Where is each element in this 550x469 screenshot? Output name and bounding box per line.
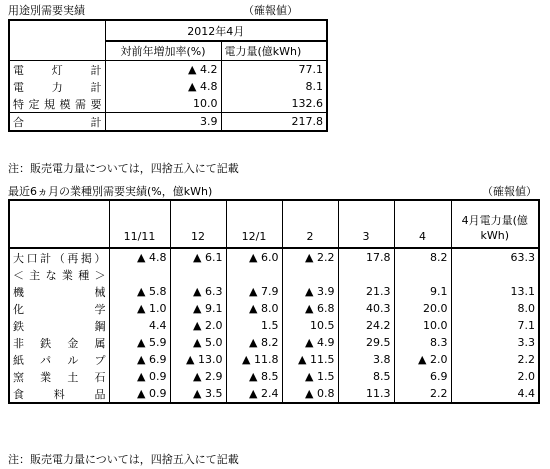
value-cell: 3.3: [451, 334, 539, 351]
section1-status: （確報値）: [243, 4, 298, 17]
row-label: 電灯計: [13, 63, 102, 77]
section2-title: 最近6ヵ月の業種別需要実績(%，億kWh): [8, 185, 213, 198]
month-header: 2: [282, 200, 338, 248]
month-header: 4: [394, 200, 451, 248]
value-cell: ▲ 8.5: [226, 368, 282, 385]
table-row: [9, 368, 539, 385]
value-cell: 8.3: [394, 334, 451, 351]
usage-demand-table: [8, 19, 328, 132]
value-cell: ▲ 4.9: [282, 334, 338, 351]
yoy-cell: ▲ 4.2: [105, 61, 221, 79]
value-cell: ▲ 2.0: [170, 317, 226, 334]
value-cell: ▲ 13.0: [170, 351, 226, 368]
yoy-cell: 3.9: [105, 113, 221, 132]
table-row: [9, 266, 539, 283]
value-cell: ▲ 4.8: [109, 248, 170, 266]
value-cell: ▲ 2.4: [226, 385, 282, 403]
row-label: 機械: [13, 285, 106, 299]
value-cell: ▲ 8.2: [226, 334, 282, 351]
value-cell: 13.1: [451, 283, 539, 300]
power-cell: 77.1: [221, 61, 327, 79]
table-row: [9, 113, 327, 132]
row-label: 食料品: [13, 387, 106, 401]
table-row: [9, 385, 539, 403]
power-cell: 217.8: [221, 113, 327, 132]
row-label: 合計: [9, 113, 105, 132]
row-label: 大口計（再掲）: [9, 248, 109, 266]
value-cell: ▲ 1.5: [282, 368, 338, 385]
value-cell: ▲ 6.1: [170, 248, 226, 266]
value-cell: 2.2: [451, 351, 539, 368]
value-cell: ▲ 2.9: [170, 368, 226, 385]
value-cell: ▲ 6.3: [170, 283, 226, 300]
value-cell: ▲ 9.1: [170, 300, 226, 317]
value-cell: 21.3: [338, 283, 394, 300]
table-row: [9, 300, 539, 317]
month-header: 11/11: [109, 200, 170, 248]
table-row: [9, 351, 539, 368]
table-header-row: [9, 41, 327, 61]
month-header: 3: [338, 200, 394, 248]
value-cell: 1.5: [226, 317, 282, 334]
value-cell: 8.5: [338, 368, 394, 385]
section2-status: （確報値）: [482, 185, 537, 198]
row-label: 非鉄金属: [13, 336, 106, 350]
row-label: 電力計: [13, 80, 102, 94]
value-cell: ▲ 6.0: [226, 248, 282, 266]
value-cell: 29.5: [338, 334, 394, 351]
value-cell: 8.0: [451, 300, 539, 317]
value-cell: 4.4: [109, 317, 170, 334]
col-power-header: 4月電力量(億kWh): [451, 200, 539, 248]
table-row: [9, 283, 539, 300]
section1-note: 注：販売電力量については，四捨五入にて記載: [8, 162, 239, 175]
month-header: 12: [170, 200, 226, 248]
value-cell: ▲ 0.9: [109, 385, 170, 403]
value-cell: ▲ 11.5: [282, 351, 338, 368]
section2-note: 注：販売電力量については，四捨五入にて記載: [8, 453, 239, 466]
period-label: 2012年4月: [105, 20, 327, 41]
table-row: [9, 78, 327, 95]
row-label: 鉄鋼: [13, 319, 106, 333]
value-cell: ▲ 6.8: [282, 300, 338, 317]
power-cell: 8.1: [221, 78, 327, 95]
value-cell: ▲ 3.5: [170, 385, 226, 403]
value-cell: 24.2: [338, 317, 394, 334]
value-cell: ▲ 1.0: [109, 300, 170, 317]
value-cell: 17.8: [338, 248, 394, 266]
value-cell: 63.3: [451, 248, 539, 266]
value-cell: 9.1: [394, 283, 451, 300]
industry-demand-table: [8, 199, 540, 404]
row-label: 窯業土石: [13, 370, 106, 384]
value-cell: ▲ 6.9: [109, 351, 170, 368]
value-cell: ▲ 5.0: [170, 334, 226, 351]
power-cell: 132.6: [221, 95, 327, 113]
value-cell: 40.3: [338, 300, 394, 317]
table-row: [9, 95, 327, 113]
section1-title: 用途別需要実績: [8, 4, 85, 17]
row-label: 特定規模需要: [13, 97, 102, 111]
value-cell: 6.9: [394, 368, 451, 385]
table-header-row: [9, 20, 327, 41]
table-header-row: [9, 200, 539, 248]
value-cell: 7.1: [451, 317, 539, 334]
table-row: [9, 317, 539, 334]
value-cell: 11.3: [338, 385, 394, 403]
value-cell: 10.5: [282, 317, 338, 334]
value-cell: 2.2: [394, 385, 451, 403]
month-header: 12/1: [226, 200, 282, 248]
value-cell: ▲ 11.8: [226, 351, 282, 368]
value-cell: ▲ 2.0: [394, 351, 451, 368]
yoy-cell: 10.0: [105, 95, 221, 113]
value-cell: ▲ 5.9: [109, 334, 170, 351]
value-cell: 2.0: [451, 368, 539, 385]
value-cell: ▲ 0.8: [282, 385, 338, 403]
value-cell: 10.0: [394, 317, 451, 334]
value-cell: ▲ 3.9: [282, 283, 338, 300]
row-label: 化学: [13, 302, 106, 316]
col-yoy-header: 対前年増加率(%): [105, 41, 221, 61]
subheading: ＜主な業種＞: [13, 268, 106, 282]
table-row: [9, 334, 539, 351]
value-cell: 4.4: [451, 385, 539, 403]
table-row: [9, 248, 539, 266]
value-cell: ▲ 8.0: [226, 300, 282, 317]
value-cell: ▲ 7.9: [226, 283, 282, 300]
row-label: 紙パルプ: [13, 353, 106, 367]
yoy-cell: ▲ 4.8: [105, 78, 221, 95]
value-cell: ▲ 2.2: [282, 248, 338, 266]
value-cell: ▲ 0.9: [109, 368, 170, 385]
industry-rows: [9, 283, 539, 403]
table-row: [9, 61, 327, 79]
col-power-header: 電力量(億kWh): [221, 41, 327, 61]
value-cell: 8.2: [394, 248, 451, 266]
value-cell: ▲ 5.8: [109, 283, 170, 300]
value-cell: 3.8: [338, 351, 394, 368]
value-cell: 20.0: [394, 300, 451, 317]
